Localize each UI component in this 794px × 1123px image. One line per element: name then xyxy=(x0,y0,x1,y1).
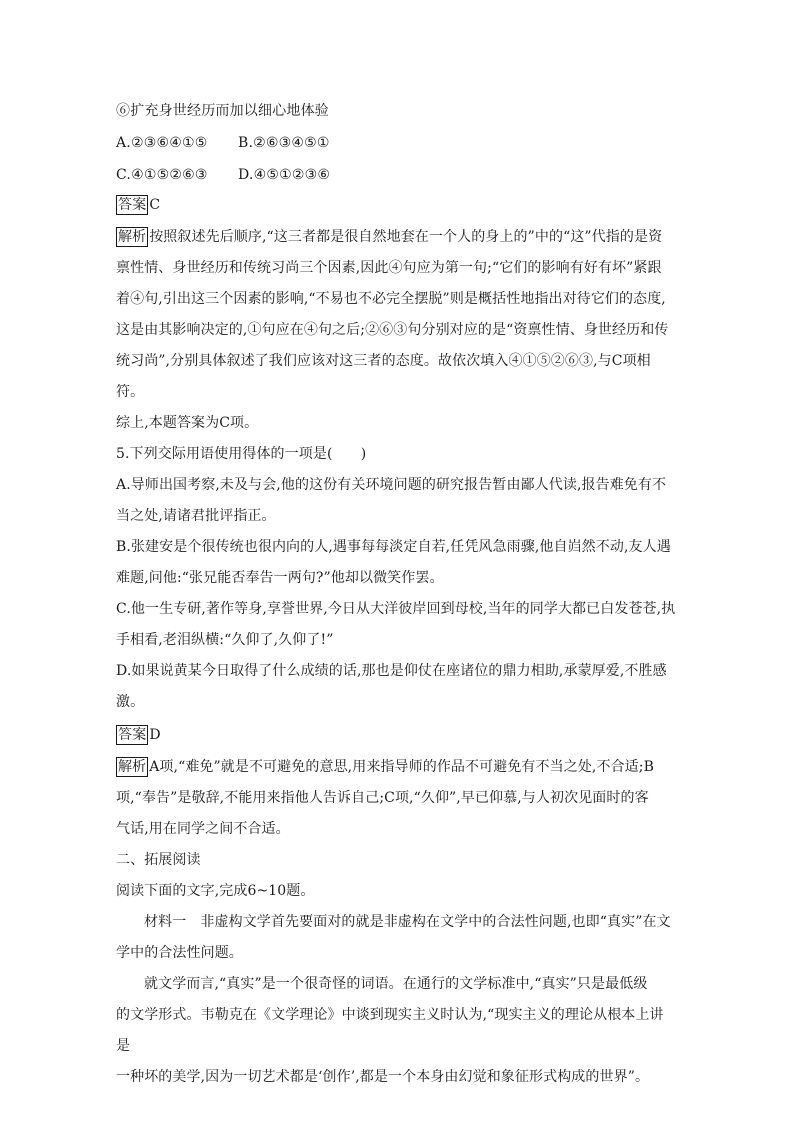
q5-analysis-line-1 xyxy=(116,752,676,783)
material-1-line-2: 学中的合法性问题。 xyxy=(116,945,243,961)
section-2 xyxy=(116,845,676,1093)
answer-tag: 答案 xyxy=(118,727,147,743)
q4-options-row-1 xyxy=(116,130,676,156)
q4-option-c: C.④①⑤②⑥③ xyxy=(116,167,208,183)
q4-analysis-line-4: 这是由其影响决定的,①句应在④句之后;②⑥③句分别对应的是“资禀性情、身世经历和传 xyxy=(116,322,669,338)
q4-options-row-2 xyxy=(116,162,676,188)
q4-item-6: ⑥扩充身世经历而加以细心地体验 xyxy=(116,103,329,119)
q5-option-d-line-2: 激。 xyxy=(116,694,145,710)
analysis-tag: 解析 xyxy=(118,229,147,245)
q5-answer-value: D xyxy=(149,727,161,743)
q5-option-d-line-1: D.如果说黄某今日取得了什么成绩的话,那也是仰仗在座诸位的鼎力相助,承蒙厚爱,不胜感 xyxy=(116,663,667,679)
material-1-line-1: 材料一 非虚构文学首先要面对的就是非虚构在文学中的合法性问题,也即“真实”在文 xyxy=(144,914,671,930)
q5-option-a-line-2: 当之处,请诸君批评指正。 xyxy=(116,508,276,524)
q4-analysis-line-1 xyxy=(116,222,676,253)
q4-analysis-line-2: 禀性情、身世经历和传统习尚三个因素,因此④句应为第一句;“它们的影响有好有坏”紧跟 xyxy=(116,260,662,276)
q5-option-a-line-1: A.导师出国考察,未及与会,他的这份有关环境问题的研究报告暂由鄙人代读,报告难免有不 xyxy=(116,477,667,493)
q4-analysis-line-6: 综上,本题答案为C项。 xyxy=(116,415,259,431)
q4-analysis-text-1: 按照叙述先后顺序,“这三者都是很自然地套在一个人的身上的”中的“这”代指的是资 xyxy=(149,229,663,245)
q4-option-b: B.②⑥③④⑤① xyxy=(238,135,330,151)
q5-answer xyxy=(116,722,676,748)
q4-answer-value: C xyxy=(149,197,161,213)
q4-analysis-line-3: 着④句,引出这三个因素的影响,“不易也不必完全摆脱”则是概括性地指出对待它们的态度, xyxy=(116,291,666,307)
q5-stem: 5.下列交际用语使用得体的一项是( ) xyxy=(116,446,367,462)
paragraph-2-line-3: 一种坏的美学,因为一切艺术都是‘创作’,都是一个本身由幻觉和象征形式构成的世界”。 xyxy=(116,1069,650,1085)
q5-analysis-line-2: 项,“奉告”是敬辞,不能用来指他人告诉自己;C项,“久仰”,早已仰慕,与人初次见面时的客 xyxy=(116,790,649,806)
q5-analysis xyxy=(116,752,676,845)
q4-answer xyxy=(116,192,676,218)
q5-option-c-line-1: C.他一生专研,著作等身,享誉世界,今日从大洋彼岸回到母校,当年的同学大都已白发苍苍,执 xyxy=(116,601,676,617)
q5-analysis-text-1: A项,“难免”就是不可避免的意思,用来指导师的作品不可避免有不当之处,不合适;B xyxy=(149,759,654,775)
q5-question xyxy=(116,439,676,718)
q4-option-d: D.④⑤①②③⑥ xyxy=(238,167,331,183)
answer-tag: 答案 xyxy=(118,197,147,213)
analysis-tag: 解析 xyxy=(118,759,147,775)
q4-option-a: A.②③⑥④①⑤ xyxy=(116,135,208,151)
q5-analysis-line-3: 气话,用在同学之间不合适。 xyxy=(116,821,290,837)
q5-option-b-line-2: 难题,问他:“张兄能否奉告一两句?”他却以微笑作罢。 xyxy=(116,570,444,586)
q5-option-c-line-2: 手相看,老泪纵横:“久仰了,久仰了!” xyxy=(116,632,334,648)
q4-analysis xyxy=(116,222,676,439)
paragraph-2-line-1: 就文学而言,“真实”是一个很奇怪的词语。在通行的文学标准中,“真实”只是最低级 xyxy=(144,976,648,992)
paragraph-2-line-2: 的文学形式。韦勒克在《文学理论》中谈到现实主义时认为,“现实主义的理论从根本上讲是 xyxy=(116,1007,664,1054)
document-page xyxy=(116,98,676,1093)
section-heading: 二、拓展阅读 xyxy=(116,852,201,868)
reading-instruction: 阅读下面的文字,完成6~10题。 xyxy=(116,883,315,899)
q5-option-b-line-1: B.张建安是个很传统也很内向的人,遇事每每淡定自若,任凭风急雨骤,他自岿然不动,友人遇 xyxy=(116,539,671,555)
q4-analysis-line-5: 统习尚”,分别具体叙述了我们应该对这三者的态度。故依次填入④①⑤②⑥③,与C项相符。 xyxy=(116,353,651,400)
